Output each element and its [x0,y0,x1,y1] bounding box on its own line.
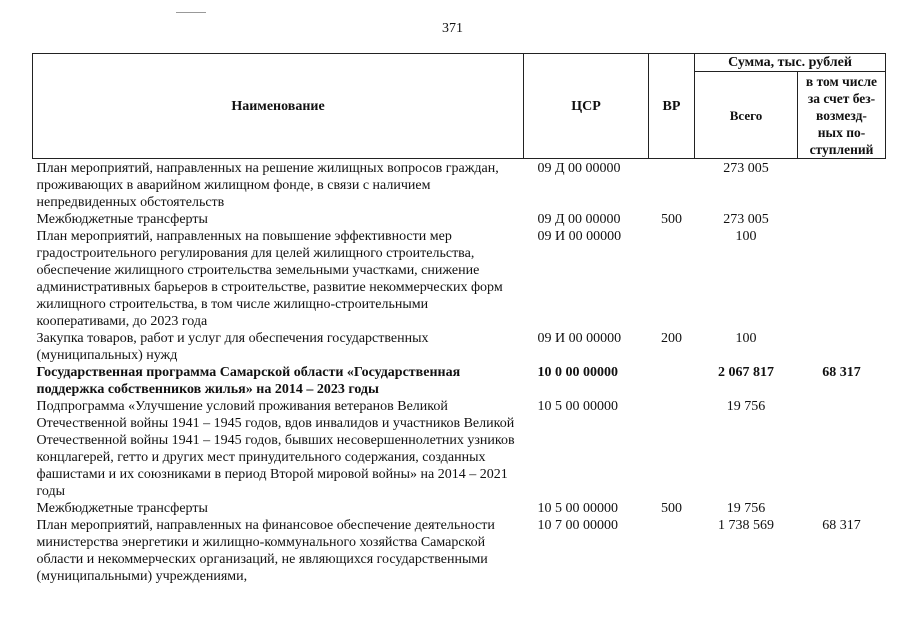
row-free [798,211,886,228]
row-total: 19 756 [726,399,766,414]
row-vr [649,364,695,398]
scan-speck [176,12,206,13]
row-csr: 10 5 00 00000 [537,399,618,414]
row-total: 2 067 817 [718,365,774,380]
row-free: 68 317 [822,518,861,533]
table-row [33,330,886,364]
row-csr: 10 7 00 00000 [537,518,618,533]
row-free [798,330,886,364]
row-csr: 09 И 00 00000 [537,229,622,244]
table-row [33,364,886,398]
row-total: 19 756 [726,501,766,516]
row-name: План мероприятий, направленных на решение жилищных вопросов граждан, проживающих в аварийном жилищном фонде, в связи с наличием непредвиденных обстоятельств [36,161,499,210]
row-vr [649,398,695,500]
table-row [33,517,886,585]
row-total: 273 005 [723,212,769,227]
row-vr [649,228,695,330]
table-row [33,211,886,228]
row-vr [649,517,695,585]
row-name: Межбюджетные трансферты [36,501,208,516]
row-csr: 10 5 00 00000 [537,501,618,516]
row-free: 68 317 [822,365,861,380]
row-total: 273 005 [723,161,769,176]
budget-table [32,53,886,585]
row-free [798,398,886,500]
header-free-receipts [798,72,886,159]
table-header [33,54,886,159]
header-csr: ЦСР [524,54,649,159]
row-name: Подпрограмма «Улучшение условий проживания ветеранов Великой Отечественной войны 1941 – 1945 годов, вдов инвалидов и участников Великой Отечественной войны 1941 – 1945 годов, бывших несовершеннолетних узников концлагерей, гетто и других мест принудительного содержания, созданных фашистами и их союзниками в период Второй мировой войны» на 2014 – 2021 годы [36,399,515,499]
row-free [798,500,886,517]
row-name: План мероприятий, направленных на финансовое обеспечение деятельности министерства энергетики и жилищно-коммунального хозяйства Самарской области и некоммерческих организаций, не являющихся государственными (муниципальными) учреждениями, [36,518,495,584]
header-free-line: ступлений [809,141,874,157]
row-total: 1 738 569 [718,518,774,533]
row-total: 100 [735,229,757,244]
table-row [33,228,886,330]
row-csr: 10 0 00 00000 [537,365,618,380]
row-free [798,228,886,330]
header-sum-group: Сумма, тыс. рублей [695,54,886,72]
header-total: Всего [695,72,798,159]
header-name: Наименование [33,54,524,159]
header-free-line: возмезд- [816,107,867,123]
header-vr: ВР [649,54,695,159]
row-vr: 500 [661,212,682,227]
table-row [33,398,886,500]
row-name: Государственная программа Самарской области «Государственная поддержка собственников жилья» на 2014 – 2023 годы [36,365,461,397]
row-name: Закупка товаров, работ и услуг для обеспечения государственных (муниципальных) нужд [36,331,429,363]
row-name: Межбюджетные трансферты [36,212,208,227]
row-vr: 200 [661,331,682,346]
row-vr [649,159,695,212]
page-number: 371 [442,21,463,36]
row-free [798,159,886,212]
table-row [33,159,886,212]
row-vr: 500 [661,501,682,516]
row-total: 100 [735,331,757,346]
table-body [33,159,886,586]
row-csr: 09 И 00 00000 [537,331,622,346]
header-free-line: в том числе [805,73,878,89]
header-free-line: ных по- [817,124,866,140]
header-free-line: за счет без- [807,90,876,106]
table-row [33,500,886,517]
row-csr: 09 Д 00 00000 [537,212,621,227]
row-csr: 09 Д 00 00000 [537,161,621,176]
row-name: План мероприятий, направленных на повышение эффективности мер градостроительного регулирования для целей жилищного строительства, обеспечение жилищного строительства земельными участками, снижение административных барьеров в строительстве, развитие некоммерческих форм жилищного строительства, в том числе жилищно-строительными кооперативами, до 2023 года [36,229,503,329]
